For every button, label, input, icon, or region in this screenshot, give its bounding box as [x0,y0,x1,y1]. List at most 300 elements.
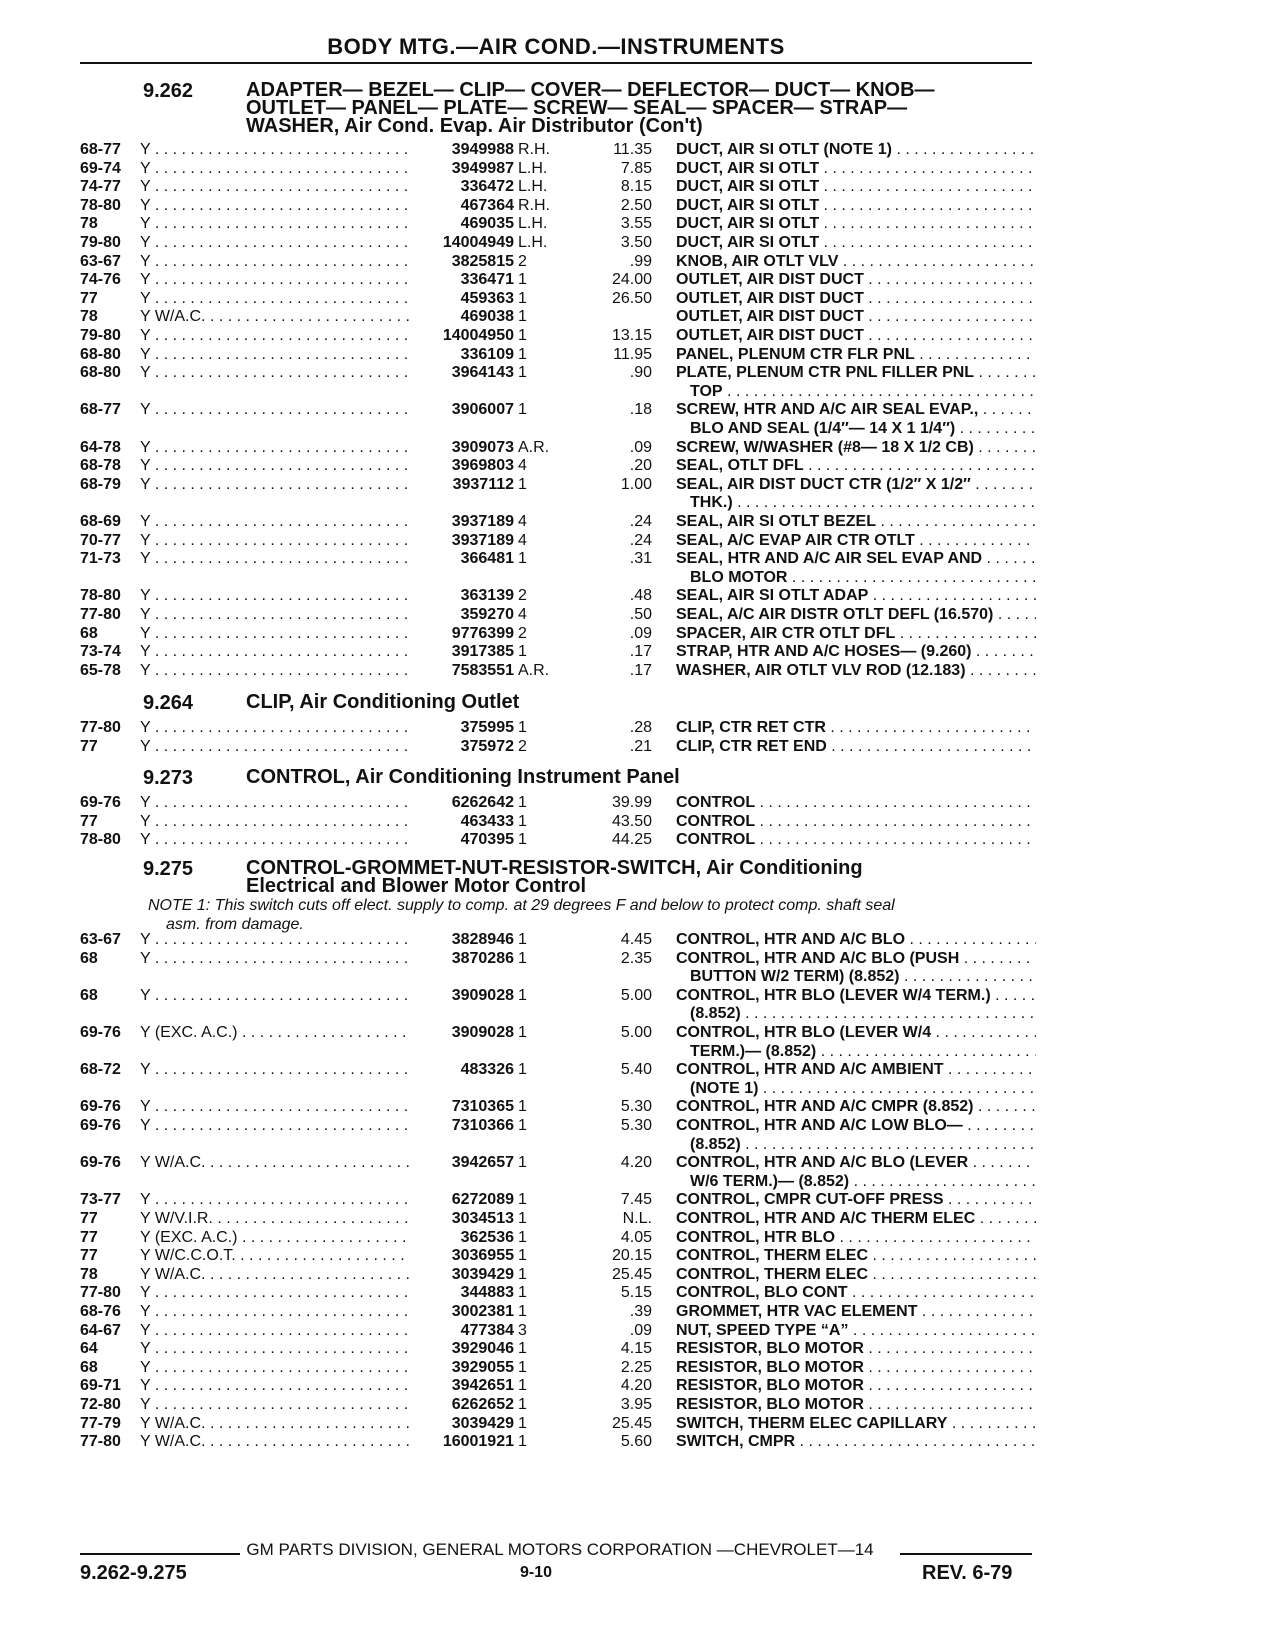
quantity: 1 [518,1377,527,1395]
application: Y . . . [140,1283,410,1302]
table-row [0,549,1280,568]
quantity: 1 [518,550,527,568]
application: Y . . . [140,737,410,756]
quantity: 1 [518,1061,527,1079]
part-number: 14004949 [442,234,514,251]
footer-section-range: 9.262-9.275 [80,1562,187,1584]
year-range: 78-80 [80,587,121,605]
quantity: 1 [518,986,527,1004]
description: DUCT, AIR SI OTLT . . . [676,214,1036,233]
year-range: 77-80 [80,606,121,623]
table-row-continuation [0,1079,1280,1098]
quantity: 1 [518,475,527,493]
price: 4.05 [620,1228,652,1246]
table-row [0,830,1280,849]
year-range: 69-76 [80,1154,121,1172]
application: Y . . . [140,475,410,494]
price: .09 [629,438,652,456]
year-range: 68-77 [80,401,121,419]
description: OUTLET, AIR DIST DUCT . . . [676,289,1036,308]
quantity: 1 [518,1098,527,1116]
year-range: 74-77 [80,178,121,196]
quantity: 4 [518,457,527,475]
table-row-continuation [0,382,1280,401]
year-range: 68-80 [80,364,121,382]
application: Y . . . [140,1116,410,1135]
table-row [0,1023,1280,1042]
description: SEAL, HTR AND A/C AIR SEL EVAP AND . . . [676,549,1036,568]
description: CONTROL, HTR AND A/C BLO (PUSH . . . [676,949,1036,968]
year-range: 69-76 [80,1024,121,1041]
section-number: 9.264 [143,692,194,714]
price: 4.20 [620,1377,652,1395]
description: DUCT, AIR SI OTLT (NOTE 1) . . . [676,140,1036,159]
part-number: 362536 [460,1228,514,1246]
part-number: 3942657 [451,1154,514,1172]
part-number: 6262652 [451,1396,514,1413]
year-range: 69-71 [80,1377,121,1395]
price: 7.45 [620,1191,652,1209]
quantity: 1 [518,1154,527,1172]
part-number: 3909073 [451,438,514,456]
application: Y W/A.C. . . . [140,307,410,326]
year-range: 64-78 [80,438,121,456]
price: 5.00 [620,1024,652,1041]
year-range: 78-80 [80,196,121,214]
year-range: 77-80 [80,1433,121,1451]
quantity: 1 [518,1247,527,1265]
year-range: 64-67 [80,1321,121,1339]
description: SEAL, OTLT DFL . . . [676,456,1036,475]
application: Y . . . [140,812,410,831]
year-range: 78-80 [80,831,121,849]
year-range: 71-73 [80,550,121,568]
price: .18 [629,401,652,419]
part-number: 6272089 [451,1191,514,1209]
description: OUTLET, AIR DIST DUCT . . . [676,307,1036,326]
application: Y . . . [140,1190,410,1209]
table-row [0,1339,1280,1358]
application: Y . . . [140,1097,410,1116]
year-range: 70-77 [80,531,121,549]
description: STRAP, HTR AND A/C HOSES— (9.260) . . . [676,642,1036,661]
price: 4.45 [620,931,652,948]
application: Y W/C.C.O.T. . . . [140,1246,410,1265]
price: 3.95 [620,1396,652,1413]
year-range: 79-80 [80,327,121,344]
table-row [0,1395,1280,1414]
table-row-continuation [0,1172,1280,1191]
price: .31 [629,550,652,568]
table-row [0,233,1280,252]
part-number: 3949987 [451,159,514,177]
description: DUCT, AIR SI OTLT . . . [676,233,1036,252]
application: Y . . . [140,1060,410,1079]
part-number: 459363 [460,289,514,307]
description: CONTROL, BLO CONT . . . [676,1283,1036,1302]
part-number: 6262642 [451,794,514,811]
description: CONTROL, HTR AND A/C LOW BLO— . . . [676,1116,1036,1135]
table-row [0,363,1280,382]
description: SCREW, W/WASHER (#8— 18 X 1/2 CB) . . . [676,438,1036,457]
quantity: 1 [518,1228,527,1246]
part-number: 363139 [460,587,514,605]
price: .17 [629,643,652,661]
price: 2.35 [620,949,652,967]
price: 5.15 [620,1284,652,1302]
description: SEAL, A/C EVAP AIR CTR OTLT . . . [676,531,1036,550]
description-continued: BUTTON W/2 TERM) (8.852) . . . [690,967,1036,986]
quantity: 1 [518,1117,527,1134]
application: Y . . . [140,270,410,289]
year-range: 77-79 [80,1414,121,1432]
part-number: 3917385 [451,643,514,661]
table-row [0,793,1280,812]
description: DUCT, AIR SI OTLT . . . [676,177,1036,196]
part-number: 344883 [460,1284,514,1302]
quantity: 2 [518,252,527,270]
description: CONTROL, HTR AND A/C CMPR (8.852) . . . [676,1097,1036,1116]
price: 4.20 [620,1154,652,1172]
price: .90 [629,364,652,382]
table-row [0,642,1280,661]
application: Y . . . [140,1358,410,1377]
page-header: BODY MTG.—AIR COND.—INSTRUMENTS [327,34,785,59]
table-row [0,140,1280,159]
price: .09 [629,624,652,642]
quantity: L.H. [518,178,548,196]
part-number: 3036955 [451,1247,514,1265]
part-number: 3929046 [451,1340,514,1358]
description: KNOB, AIR OTLT VLV . . . [676,252,1036,271]
table-row [0,1209,1280,1228]
price: 26.50 [611,289,652,307]
price: .28 [629,719,652,736]
section-title-line: CONTROL, Air Conditioning Instrument Panel [246,766,680,788]
year-range: 68-76 [80,1303,121,1320]
table-row-continuation [0,419,1280,438]
description-continued: (8.852) . . . [690,1135,1036,1154]
description: OUTLET, AIR DIST DUCT . . . [676,326,1036,345]
price: 5.40 [620,1061,652,1079]
part-number: 14004950 [442,327,514,344]
year-range: 69-74 [80,159,121,177]
table-row [0,1116,1280,1135]
part-number: 3909028 [451,1024,514,1041]
quantity: 2 [518,624,527,642]
part-number: 3039429 [451,1265,514,1283]
year-range: 69-76 [80,1117,121,1134]
price: .48 [629,587,652,605]
application: Y (EXC. A.C.) . . . [140,1228,410,1247]
table-row [0,307,1280,326]
application: Y . . . [140,456,410,475]
table-row-continuation [0,493,1280,512]
table-row [0,930,1280,949]
year-range: 68-78 [80,457,121,475]
table-row-continuation [0,1042,1280,1061]
part-number: 463433 [460,812,514,830]
description-continued: TERM.)— (8.852) . . . [690,1042,1036,1061]
quantity: 1 [518,1024,527,1041]
quantity: 1 [518,1433,527,1451]
part-number: 3906007 [451,401,514,419]
table-row [0,531,1280,550]
description-continued: TOP . . . [690,382,1036,401]
application: Y W/A.C. . . . [140,1432,410,1451]
section-title-line: CONTROL-GROMMET-NUT-RESISTOR-SWITCH, Air Conditioning [246,857,863,879]
table-row [0,252,1280,271]
year-range: 65-78 [80,661,121,679]
year-range: 77-80 [80,1284,121,1302]
quantity: 1 [518,949,527,967]
application: Y . . . [140,930,410,949]
description: GROMMET, HTR VAC ELEMENT . . . [676,1302,1036,1321]
year-range: 74-76 [80,271,121,289]
part-number: 3969803 [451,457,514,475]
part-number: 375972 [460,737,514,755]
price: 25.45 [611,1414,652,1432]
application: Y . . . [140,233,410,252]
quantity: 1 [518,1210,527,1227]
description-continued: BLO AND SEAL (1/4″— 14 X 1 1/4″) . . . [690,419,1036,438]
quantity: 1 [518,794,527,811]
application: Y . . . [140,196,410,215]
section-title-line: ADAPTER— BEZEL— CLIP— COVER— DEFLECTOR— DUCT— KNOB— [246,79,935,101]
year-range: 68 [80,986,98,1004]
year-range: 73-74 [80,643,121,661]
price: .09 [629,1321,652,1339]
table-row [0,438,1280,457]
application: Y . . . [140,605,410,624]
price: .17 [629,661,652,679]
quantity: A.R. [518,438,550,456]
table-row [0,586,1280,605]
section-title-line: CLIP, Air Conditioning Outlet [246,691,520,713]
quantity: 1 [518,812,527,830]
table-row [0,986,1280,1005]
description-continued: W/6 TERM.)— (8.852) . . . [690,1172,1036,1191]
table-row [0,1358,1280,1377]
application: Y W/A.C. . . . [140,1265,410,1284]
quantity: L.H. [518,159,548,177]
quantity: 1 [518,831,527,849]
part-number: 3034513 [451,1210,514,1227]
application: Y . . . [140,586,410,605]
quantity: 1 [518,643,527,661]
part-number: 336471 [460,271,514,289]
year-range: 78 [80,308,98,326]
description: CONTROL, HTR AND A/C BLO . . . [676,930,1036,949]
part-number: 336472 [460,178,514,196]
part-number: 3949988 [451,141,514,158]
application: Y . . . [140,252,410,271]
quantity: 1 [518,1303,527,1320]
year-range: 77 [80,1210,98,1227]
price: 43.50 [611,812,652,830]
application: Y . . . [140,830,410,849]
price: .39 [629,1303,652,1320]
price: N.L. [622,1210,652,1227]
part-number: 375995 [460,719,514,736]
year-range: 73-77 [80,1191,121,1209]
description: SEAL, AIR SI OTLT BEZEL . . . [676,512,1036,531]
section-title-line: OUTLET— PANEL— PLATE— SCREW— SEAL— SPACER— STRAP— [246,97,908,119]
description: CONTROL, HTR AND A/C AMBIENT . . . [676,1060,1036,1079]
part-number: 483326 [460,1061,514,1079]
description: CONTROL, HTR AND A/C THERM ELEC . . . [676,1209,1036,1228]
year-range: 68-79 [80,475,121,493]
price: 13.15 [611,327,652,344]
section-note-line: NOTE 1: This switch cuts off elect. supply to comp. at 29 degrees F and below to protect comp. shaft seal [148,897,895,914]
table-row [0,177,1280,196]
description-continued: THK.) . . . [690,493,1036,512]
table-row [0,512,1280,531]
quantity: 2 [518,587,527,605]
price: 44.25 [611,831,652,849]
price: 5.00 [620,986,652,1004]
part-number: 7583551 [451,661,514,679]
footer-revision: REV. 6-79 [922,1562,1013,1584]
price: 20.15 [611,1247,652,1265]
table-row [0,1060,1280,1079]
price: .24 [629,531,652,549]
quantity: R.H. [518,196,550,214]
price: 24.00 [611,271,652,289]
table-row [0,1097,1280,1116]
application: Y . . . [140,214,410,233]
quantity: 1 [518,1396,527,1413]
price: 2.25 [620,1358,652,1376]
year-range: 68-80 [80,345,121,363]
quantity: 1 [518,1284,527,1302]
table-row [0,270,1280,289]
year-range: 79-80 [80,234,121,251]
price: 11.95 [613,345,652,363]
part-number: 3870286 [451,949,514,967]
footer-page-number: 9-10 [520,1564,553,1581]
table-row [0,737,1280,756]
part-number: 359270 [460,606,514,623]
table-row [0,345,1280,364]
description: PLATE, PLENUM CTR PNL FILLER PNL . . . [676,363,1036,382]
year-range: 78 [80,1265,98,1283]
table-row [0,214,1280,233]
section-title-line: WASHER, Air Cond. Evap. Air Distributor (Con't) [246,115,703,137]
part-number: 469038 [460,308,514,326]
part-number: 3937189 [451,531,514,549]
description-continued: BLO MOTOR . . . [690,568,1036,587]
description: RESISTOR, BLO MOTOR . . . [676,1376,1036,1395]
application: Y . . . [140,531,410,550]
quantity: 1 [518,364,527,382]
price: 8.15 [620,178,652,196]
quantity: 1 [518,401,527,419]
description: WASHER, AIR OTLT VLV ROD (12.183) . . . [676,661,1036,680]
part-number: 470395 [460,831,514,849]
description: OUTLET, AIR DIST DUCT . . . [676,270,1036,289]
header-rule [80,62,1032,64]
quantity: 1 [518,1414,527,1432]
description-continued: (NOTE 1) . . . [690,1079,1036,1098]
part-number: 3964143 [451,364,514,382]
year-range: 68-69 [80,513,121,530]
table-row [0,1228,1280,1247]
table-row [0,1302,1280,1321]
application: Y . . . [140,986,410,1005]
part-number: 3039429 [451,1414,514,1432]
table-row [0,159,1280,178]
application: Y . . . [140,326,410,345]
application: Y W/A.C. . . . [140,1153,410,1172]
application: Y . . . [140,363,410,382]
quantity: 1 [518,931,527,948]
application: Y . . . [140,159,410,178]
part-number: 477384 [460,1321,514,1339]
table-row [0,196,1280,215]
table-row [0,718,1280,737]
application: Y . . . [140,1395,410,1414]
price: 5.60 [620,1433,652,1451]
price: 5.30 [620,1117,652,1134]
year-range: 78 [80,215,98,233]
part-number: 7310366 [451,1117,514,1134]
year-range: 68-77 [80,141,121,158]
quantity: 2 [518,737,527,755]
year-range: 69-76 [80,1098,121,1116]
year-range: 68 [80,624,98,642]
table-row [0,624,1280,643]
description: CONTROL, THERM ELEC . . . [676,1246,1036,1265]
application: Y . . . [140,624,410,643]
quantity: 1 [518,1191,527,1209]
table-row [0,605,1280,624]
price: 1.00 [620,475,652,493]
table-row [0,1153,1280,1172]
description: PANEL, PLENUM CTR FLR PNL . . . [676,345,1036,364]
year-range: 68 [80,949,98,967]
price: 11.35 [613,141,652,158]
application: Y . . . [140,289,410,308]
description: DUCT, AIR SI OTLT . . . [676,196,1036,215]
application: Y . . . [140,1302,410,1321]
part-number: 336109 [460,345,514,363]
price: .24 [629,513,652,530]
quantity: 1 [518,1358,527,1376]
quantity: 1 [518,1340,527,1358]
part-number: 3909028 [451,986,514,1004]
application: Y W/A.C. . . . [140,1414,410,1433]
table-row [0,1321,1280,1340]
part-number: 3937112 [452,475,514,493]
quantity: 4 [518,513,527,530]
year-range: 77 [80,812,98,830]
price: .21 [629,737,652,755]
part-number: 3942651 [451,1377,514,1395]
description: CONTROL, CMPR CUT-OFF PRESS . . . [676,1190,1036,1209]
price: 5.30 [620,1098,652,1116]
part-number: 3825815 [451,252,514,270]
quantity: A.R. [518,661,550,679]
quantity: 1 [518,271,527,289]
price: .50 [629,606,652,623]
description: SEAL, A/C AIR DISTR OTLT DEFL (16.570) . . . [676,605,1036,624]
table-row [0,1190,1280,1209]
description: CONTROL, THERM ELEC . . . [676,1265,1036,1284]
part-number: 467364 [460,196,514,214]
table-row [0,475,1280,494]
description: RESISTOR, BLO MOTOR . . . [676,1358,1036,1377]
